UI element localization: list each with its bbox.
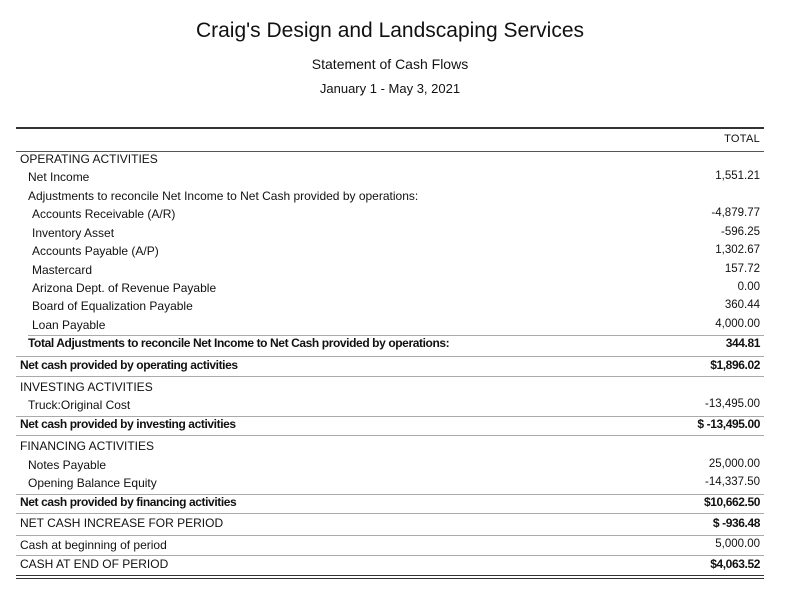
table-row — [16, 226, 764, 244]
row-label: Arizona Dept. of Revenue Payable — [32, 281, 217, 295]
section-rule — [16, 513, 764, 514]
row-amount: 360.44 — [724, 299, 760, 311]
table-row — [16, 398, 764, 416]
table-row — [16, 476, 764, 494]
company-name: Craig's Design and Landscaping Services — [195, 19, 585, 42]
table-row — [16, 263, 764, 281]
row-label: Total Adjustments to reconcile Net Income to Net Cash provided by operations: — [28, 336, 450, 350]
report-period: January 1 - May 3, 2021 — [319, 81, 461, 96]
double-rule-top — [16, 575, 764, 576]
total-rule — [16, 356, 764, 357]
row-label: Opening Balance Equity — [28, 476, 157, 490]
row-label: Net cash provided by investing activities — [20, 417, 236, 431]
table-row — [16, 417, 764, 435]
row-label: Net cash provided by operating activities — [20, 358, 238, 372]
row-amount: -4,879.77 — [711, 207, 760, 219]
row-amount: 0.00 — [737, 281, 760, 293]
row-label: OPERATING ACTIVITIES — [20, 152, 158, 166]
table-row — [16, 299, 764, 317]
table-row — [16, 439, 764, 457]
section-rule — [16, 435, 764, 436]
table-row — [16, 557, 764, 575]
row-label: Loan Payable — [32, 318, 106, 332]
row-label: INVESTING ACTIVITIES — [20, 380, 153, 394]
row-label: Net cash provided by financing activities — [20, 495, 237, 509]
row-amount: 157.72 — [724, 263, 760, 275]
row-amount: $ -936.48 — [712, 516, 760, 530]
table-row — [16, 516, 764, 534]
row-amount: 4,000.00 — [715, 318, 760, 330]
row-label: Accounts Receivable (A/R) — [32, 207, 176, 221]
row-amount: $1,896.02 — [710, 358, 760, 372]
row-amount: $ -13,495.00 — [697, 417, 760, 431]
table-row — [16, 318, 764, 336]
table-row — [16, 336, 764, 354]
row-label: Cash at beginning of period — [20, 538, 167, 552]
header-top-rule — [16, 127, 764, 129]
section-rule — [16, 376, 764, 377]
section-rule — [16, 535, 764, 536]
row-label: Board of Equalization Payable — [32, 299, 193, 313]
row-label: CASH AT END OF PERIOD — [20, 557, 169, 571]
row-label: FINANCING ACTIVITIES — [20, 439, 155, 453]
row-amount: 344.81 — [725, 336, 760, 350]
subtotal-rule — [28, 335, 764, 336]
row-amount: 1,302.67 — [715, 244, 760, 256]
total-rule — [16, 416, 764, 417]
table-row — [16, 207, 764, 225]
table-row — [16, 152, 764, 170]
double-rule-bottom — [16, 578, 764, 579]
row-label: Net Income — [28, 170, 90, 184]
table-row — [16, 358, 764, 376]
total-rule — [16, 494, 764, 495]
total-rule — [16, 555, 764, 556]
row-amount: -14,337.50 — [705, 476, 760, 488]
row-amount: 25,000.00 — [708, 458, 760, 470]
table-row — [16, 170, 764, 188]
row-label: Adjustments to reconcile Net Income to Net Cash provided by operations: — [28, 189, 419, 203]
row-label: Mastercard — [32, 263, 93, 277]
row-amount: 1,551.21 — [715, 170, 760, 182]
table-row — [16, 244, 764, 262]
row-label: Accounts Payable (A/P) — [32, 244, 159, 258]
table-row — [16, 380, 764, 398]
table-row — [16, 458, 764, 476]
row-amount: 5,000.00 — [715, 538, 760, 550]
row-label: Truck:Original Cost — [28, 398, 131, 412]
row-amount: $4,063.52 — [710, 557, 760, 571]
table-row — [16, 189, 764, 207]
report-title: Statement of Cash Flows — [311, 56, 469, 72]
table-row — [16, 538, 764, 556]
table-row — [16, 281, 764, 299]
column-header-total: TOTAL — [724, 133, 760, 145]
row-label: Notes Payable — [28, 458, 107, 472]
row-amount: $10,662.50 — [703, 495, 760, 509]
row-label: Inventory Asset — [32, 226, 115, 240]
table-row — [16, 495, 764, 513]
row-amount: -596.25 — [720, 226, 760, 238]
row-label: NET CASH INCREASE FOR PERIOD — [20, 516, 224, 530]
row-amount: -13,495.00 — [705, 398, 760, 410]
